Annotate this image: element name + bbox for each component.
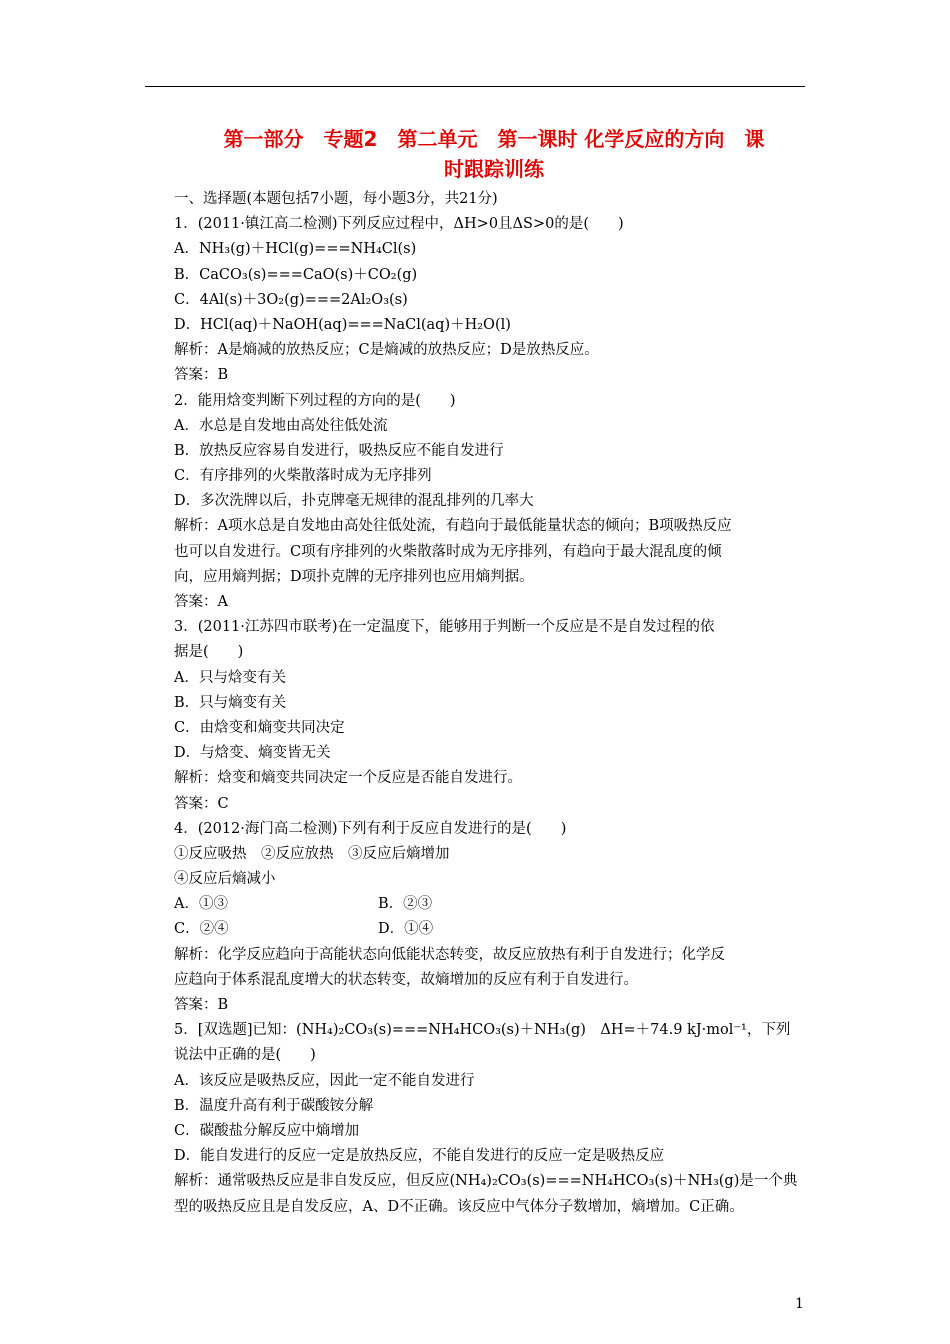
analysis-line-1: 解析：化学反应趋向于高能状态向低能状态转变，故反应放热有利于自发进行；化学反 [174, 946, 725, 963]
answer: 答案：C [174, 795, 229, 812]
question-stem-line-2: 据是( ) [174, 644, 244, 661]
option-d: D．①④ [378, 921, 434, 938]
question-3 [174, 615, 814, 817]
analysis: 解析：A是熵减的放热反应；C是熵减的放热反应；D是放热反应。 [174, 342, 599, 359]
analysis-line-3: 向，应用熵判据；D项扑克牌的无序排列也应用熵判据。 [174, 568, 534, 585]
question-stem-line-1: 4．(2012·海门高二检测)下列有利于反应自发进行的是( ) [174, 820, 567, 837]
analysis-line-1: 解析：通常吸热反应是非自发反应，但反应(NH₄)₂CO₃(s)===NH₄HCO₃(s)＋NH₃(g)是一个典 [174, 1173, 798, 1190]
option-d: D．与焓变、熵变皆无关 [174, 745, 331, 762]
question-1 [174, 212, 814, 388]
answer: 答案：B [174, 997, 229, 1013]
option-b: B．放热反应容易自发进行，吸热反应不能自发进行 [174, 442, 504, 459]
option-c: C．有序排列的火柴散落时成为无序排列 [174, 468, 432, 485]
question-stem-line-1: 5．[双选题]已知：(NH₄)₂CO₃(s)===NH₄HCO₃(s)＋NH₃(g) ΔH=＋74.9 kJ·mol⁻¹，下列 [174, 1022, 791, 1039]
question-stem-line-1: 3．(2011·江苏四市联考)在一定温度下，能够用于判断一个反应是不是自发过程的依 [174, 619, 715, 636]
option-a: A．只与焓变有关 [174, 669, 286, 686]
question-5 [174, 1018, 814, 1220]
option-a: A．NH₃(g)＋HCl(g)===NH₄Cl(s) [174, 241, 417, 258]
answer: 答案：B [174, 367, 229, 384]
document-body [174, 187, 814, 1220]
option-a: A．水总是自发地由高处往低处流 [174, 417, 388, 434]
header-rule [145, 86, 805, 87]
question-stem: 1．(2011·镇江高二检测)下列反应过程中，ΔH>0且ΔS>0的是( ) [174, 216, 624, 233]
option-a: A．①③ [174, 896, 228, 913]
analysis-line-2: 也可以自发进行。C项有序排列的火柴散落时成为无序排列，有趋向于最大混乱度的倾 [174, 543, 722, 560]
answer: 答案：A [174, 594, 228, 610]
question-stem-line-2: 说法中正确的是( ) [174, 1047, 316, 1064]
option-c: C．②④ [174, 921, 229, 938]
option-c: C．碳酸盐分解反应中熵增加 [174, 1122, 360, 1139]
option-d: D．HCl(aq)＋NaOH(aq)===NaCl(aq)＋H₂O(l) [174, 316, 511, 333]
option-b: B．CaCO₃(s)===CaO(s)＋CO₂(g) [174, 266, 418, 283]
section-heading: 一、选择题(本题包括7小题，每小题3分，共21分) [174, 191, 498, 207]
option-b: B．只与熵变有关 [174, 694, 287, 711]
option-a: A．该反应是吸热反应，因此一定不能自发进行 [174, 1072, 475, 1089]
page-number: 1 [795, 1296, 804, 1312]
title-line-1: 第一部分 专题2 第二单元 第一课时 化学反应的方向 课 [223, 127, 765, 151]
analysis-line-2: 型的吸热反应且是自发反应，A、D不正确。该反应中气体分子数增加，熵增加。C正确。 [174, 1198, 744, 1215]
analysis-line-2: 应趋向于体系混乱度增大的状态转变，故熵增加的反应有利于自发进行。 [174, 971, 638, 988]
option-d: D．能自发进行的反应一定是放热反应，不能自发进行的反应一定是吸热反应 [174, 1148, 665, 1165]
option-b: B．②③ [378, 896, 433, 913]
option-row-2 [174, 917, 814, 942]
option-c: C．4Al(s)＋3O₂(g)===2Al₂O₃(s) [174, 291, 408, 308]
option-row-1 [174, 892, 814, 917]
title-line-2: 时跟踪训练 [444, 157, 544, 181]
question-2 [174, 389, 814, 616]
option-c: C．由焓变和熵变共同决定 [174, 719, 345, 736]
question-4 [174, 817, 814, 1019]
document-title [174, 124, 814, 184]
analysis-line-1: 解析：A项水总是自发地由高处往低处流，有趋向于最低能量状态的倾向；B项吸热反应 [174, 518, 732, 535]
question-stem-line-2: ①反应吸热 ②反应放热 ③反应后熵增加 [174, 845, 450, 862]
question-stem-line-3: ④反应后熵减小 [174, 871, 276, 888]
option-d: D．多次洗牌以后，扑克牌毫无规律的混乱排列的几率大 [174, 493, 534, 510]
option-b: B．温度升高有利于碳酸铵分解 [174, 1097, 374, 1114]
question-stem: 2．能用焓变判断下列过程的方向的是( ) [174, 392, 456, 409]
analysis: 解析：焓变和熵变共同决定一个反应是否能自发进行。 [174, 770, 522, 787]
